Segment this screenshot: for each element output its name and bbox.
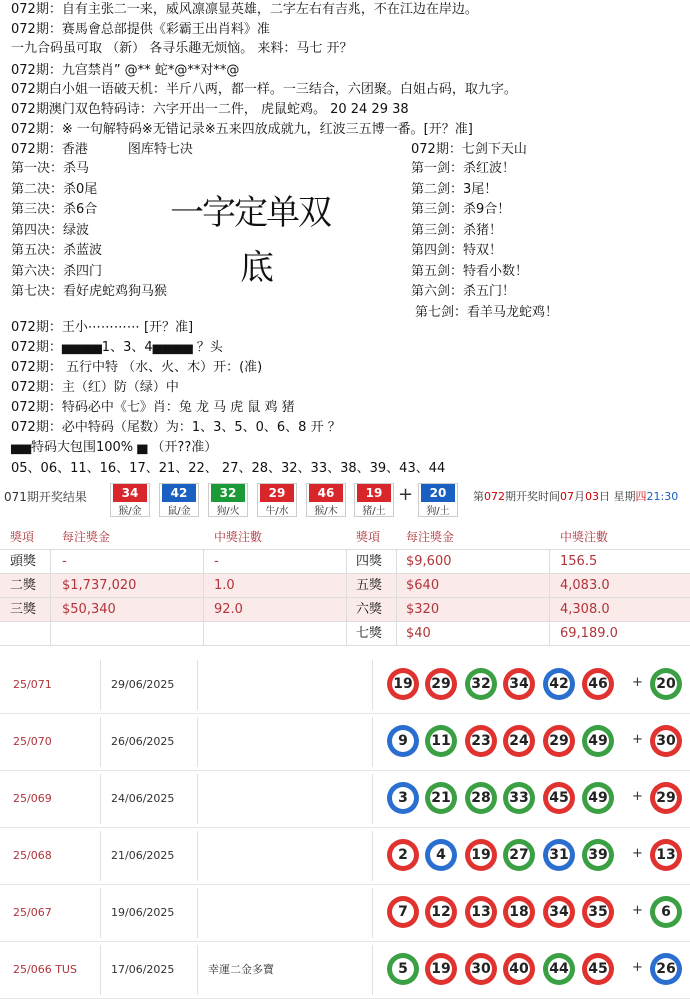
ball-number: 7 <box>392 901 414 923</box>
prize-table <box>0 526 690 650</box>
lottery-ball <box>582 896 614 928</box>
forum-line: 072期：必中特码（尾数）为：1、3、5、0、6、8 开 ？ <box>11 420 341 435</box>
ball-zodiac: 牛/水 <box>265 506 289 517</box>
prize-amount: $9,600 <box>406 554 452 569</box>
prize-amount: $320 <box>406 602 440 617</box>
column-divider <box>197 717 198 767</box>
special-lottery-ball <box>650 953 682 985</box>
ball-number: 42 <box>548 673 570 695</box>
lottery-ball <box>387 668 419 700</box>
lottery-ball <box>425 953 457 985</box>
ball-zodiac: 狗/土 <box>426 506 450 517</box>
hk-item: 第五决：杀蓝波 <box>11 243 103 258</box>
column-divider <box>372 660 373 710</box>
lottery-ball <box>465 725 497 757</box>
result-ball <box>306 483 346 517</box>
ball-number: 30 <box>470 958 492 980</box>
prize-count: 156.5 <box>560 554 598 569</box>
column-divider <box>203 550 204 573</box>
forum-line: 072期：※ 一句解特码※无错记录※五来四放成就九，红波三五博一番。[开？准] <box>11 122 473 137</box>
prize-row <box>0 550 690 574</box>
hk-item: 第六决：杀四门 <box>11 263 103 279</box>
prize-count: 69,189.0 <box>560 626 618 641</box>
ball-number: 29 <box>260 484 294 502</box>
ball-number: 3 <box>392 787 414 809</box>
ball-number: 32 <box>211 484 245 502</box>
column-divider <box>549 574 550 597</box>
ball-number: 31 <box>548 844 570 866</box>
column-divider <box>50 574 51 597</box>
ball-number: 42 <box>162 484 196 502</box>
result-ball <box>208 483 248 517</box>
result-bar <box>0 482 690 516</box>
column-divider <box>372 831 373 881</box>
prize-header-cell: 每注獎金 <box>62 530 111 544</box>
prize-header-cell: 中獎注數 <box>214 530 263 544</box>
ball-number: 45 <box>587 958 609 980</box>
prize-count: 1.0 <box>214 578 235 593</box>
ball-zodiac: 鼠/金 <box>167 506 191 517</box>
lottery-ball <box>387 896 419 928</box>
hk-item: 第七决：看好虎蛇鸡狗马猴 <box>11 284 168 299</box>
ball-number: 49 <box>587 787 609 809</box>
column-divider <box>346 574 347 597</box>
lottery-ball <box>582 782 614 814</box>
ball-number: 39 <box>587 844 609 866</box>
draw-row <box>0 827 690 885</box>
draw-date: 21/06/2025 <box>111 849 175 862</box>
ball-number: 11 <box>430 730 452 752</box>
hk-title: 072期：香港 图库特七决 <box>11 142 193 157</box>
ball-number: 19 <box>357 484 391 502</box>
ball-number: 23 <box>470 730 492 752</box>
hk-item: 第四决：绿波 <box>11 222 90 238</box>
prize-header <box>0 526 690 550</box>
column-divider <box>549 598 550 621</box>
column-divider <box>346 622 347 645</box>
sword-item: 第二剑：3尾！ <box>411 181 498 197</box>
column-divider <box>197 888 198 938</box>
forum-line: 072期白小姐一语破天机：半斤八两，都一样。一三结合，六团聚。白姐占码，取九字。 <box>11 82 517 97</box>
sword-item: 第三剑：杀9合！ <box>411 202 511 217</box>
column-divider <box>372 945 373 995</box>
draw-row <box>0 656 690 714</box>
prize-name: 五獎 <box>356 578 383 593</box>
prize-name: 七獎 <box>356 626 383 641</box>
ball-number: 35 <box>587 901 609 923</box>
lottery-ball <box>543 725 575 757</box>
ball-number: 27 <box>508 844 530 866</box>
ball-number: 28 <box>470 787 492 809</box>
lottery-ball <box>387 839 419 871</box>
forum-line: 072期：特码必中《七》肖：兔 龙 马 虎 鼠 鸡 猪 <box>11 400 295 415</box>
prize-name: 六獎 <box>356 602 383 617</box>
lottery-ball <box>465 668 497 700</box>
column-divider <box>50 622 51 645</box>
forum-line: 072期：赛馬會总部提供《彩霸王出肖料》准 <box>11 22 270 37</box>
result-label: 071期开奖结果 <box>4 490 87 504</box>
ball-number: 13 <box>655 844 677 866</box>
prize-amount: $50,340 <box>62 602 116 617</box>
draw-id[interactable]: 25/069 <box>13 792 52 805</box>
plus-sign: + <box>632 960 643 975</box>
ball-number: 32 <box>470 673 492 695</box>
lottery-ball <box>582 725 614 757</box>
lottery-ball <box>582 953 614 985</box>
ball-number: 34 <box>113 484 147 502</box>
lottery-ball <box>425 725 457 757</box>
prize-name: 二獎 <box>10 578 37 593</box>
ball-number: 18 <box>508 901 530 923</box>
lottery-ball <box>387 782 419 814</box>
ball-number: 30 <box>655 730 677 752</box>
ball-number: 29 <box>655 787 677 809</box>
column-divider <box>549 622 550 645</box>
lottery-ball <box>425 839 457 871</box>
ball-number: 46 <box>587 673 609 695</box>
prize-count: 4,308.0 <box>560 602 610 617</box>
column-divider <box>197 831 198 881</box>
lottery-ball <box>503 668 535 700</box>
draw-date: 19/06/2025 <box>111 906 175 919</box>
special-lottery-ball <box>650 782 682 814</box>
lottery-ball <box>465 839 497 871</box>
sword-item: 第一剑：杀红波！ <box>411 161 516 176</box>
plus-sign: + <box>632 789 643 804</box>
column-divider <box>197 774 198 824</box>
ball-number: 12 <box>430 901 452 923</box>
draw-id[interactable]: 25/067 <box>13 906 52 919</box>
column-divider <box>396 574 397 597</box>
column-divider <box>203 598 204 621</box>
prize-row <box>0 598 690 622</box>
hk-item: 第二决：杀0尾 <box>11 181 98 197</box>
prize-count: 4,083.0 <box>560 578 610 593</box>
lottery-ball <box>503 839 535 871</box>
lottery-ball <box>543 782 575 814</box>
special-lottery-ball <box>650 725 682 757</box>
draw-id[interactable]: 25/066 TUS <box>13 963 77 976</box>
draw-date: 24/06/2025 <box>111 792 175 805</box>
draw-date: 29/06/2025 <box>111 678 175 691</box>
forum-line: 072期澳门双色特码诗：六字开出一二件， 虎鼠蛇鸡。 20 24 29 38 <box>11 102 409 117</box>
lottery-ball <box>465 896 497 928</box>
big-title-2: 底 <box>240 248 274 288</box>
prize-amount: - <box>62 554 67 569</box>
forum-line: 一九合码虽可取 （新） 各寻乐趣无烦恼。 来料：马七 开？ <box>11 41 353 56</box>
ball-number: 24 <box>508 730 530 752</box>
ball-number: 46 <box>309 484 343 502</box>
lottery-ball <box>543 896 575 928</box>
ball-number: 45 <box>548 787 570 809</box>
column-divider <box>100 717 101 767</box>
result-plus: + <box>398 484 414 505</box>
lottery-ball <box>465 953 497 985</box>
plus-sign: + <box>632 903 643 918</box>
special-lottery-ball <box>650 839 682 871</box>
result-ball <box>110 483 150 517</box>
prize-header-cell: 中獎注數 <box>560 530 609 544</box>
column-divider <box>100 945 101 995</box>
plus-sign: + <box>632 732 643 747</box>
ball-zodiac: 猪/土 <box>362 506 386 517</box>
ball-number: 34 <box>508 673 530 695</box>
plus-sign: + <box>632 846 643 861</box>
lottery-ball <box>387 953 419 985</box>
lottery-ball <box>425 668 457 700</box>
sword-item: 第七剑：看羊马龙蛇鸡！ <box>415 304 559 320</box>
column-divider <box>203 574 204 597</box>
column-divider <box>396 622 397 645</box>
draw-row <box>0 941 690 999</box>
lottery-ball <box>425 782 457 814</box>
ball-number: 5 <box>392 958 414 980</box>
forum-line: 072期：九宫禁肖” @** 蛇*@**对**@ <box>11 63 240 78</box>
sword-item: 第三剑：杀猪！ <box>411 222 503 238</box>
column-divider <box>346 550 347 573</box>
sword-item: 第四剑：特双！ <box>411 243 503 258</box>
hk-item: 第一决：杀马 <box>11 161 90 176</box>
lottery-ball <box>503 782 535 814</box>
prize-row <box>0 574 690 598</box>
hk-item: 第三决：杀6合 <box>11 202 98 217</box>
ball-number: 21 <box>430 787 452 809</box>
forum-line: ▅▅特码大包围100% ▅ （开??准） <box>11 440 218 455</box>
forum-line: 072期：自有主张二一来，威风凛凛显英雄，二字左右有吉兆，不在江边在岸边。 <box>11 2 478 17</box>
result-ball <box>354 483 394 517</box>
prize-amount: $1,737,020 <box>62 578 137 593</box>
draw-row <box>0 770 690 828</box>
ball-number: 19 <box>430 958 452 980</box>
ball-number: 20 <box>421 484 455 502</box>
next-draw-info: 第072期开奖时间07月03日 星期四21:30 <box>473 490 679 503</box>
special-lottery-ball <box>650 896 682 928</box>
sword-title: 072期：七剑下天山 <box>411 142 527 157</box>
ball-zodiac: 狗/火 <box>216 506 240 517</box>
column-divider <box>203 622 204 645</box>
big-title: 一字定单双 <box>170 193 330 233</box>
draw-note: 幸運二金多寶 <box>208 963 274 976</box>
ball-zodiac: 猴/木 <box>314 506 338 517</box>
forum-line: 072期：▅▅▅▅1、3、4▅▅▅▅ ？头 <box>11 340 223 355</box>
lottery-ball <box>543 668 575 700</box>
special-lottery-ball <box>650 668 682 700</box>
ball-number: 4 <box>430 844 452 866</box>
column-divider <box>50 598 51 621</box>
ball-number: 13 <box>470 901 492 923</box>
prize-name: 三獎 <box>10 602 37 617</box>
prize-header-cell: 獎項 <box>10 530 35 544</box>
ball-zodiac: 猴/金 <box>118 506 142 517</box>
forum-line: 05、06、11、16、17、21、22、 27、28、32、33、38、39、43、44 <box>11 461 446 476</box>
ball-number: 29 <box>548 730 570 752</box>
result-ball <box>159 483 199 517</box>
forum-line: 072期：王小⋯⋯⋯⋯ [开？准] <box>11 320 194 335</box>
draw-row <box>0 884 690 942</box>
ball-number: 26 <box>655 958 677 980</box>
ball-number: 44 <box>548 958 570 980</box>
column-divider <box>100 660 101 710</box>
column-divider <box>372 717 373 767</box>
prize-header-cell: 每注獎金 <box>406 530 455 544</box>
ball-number: 33 <box>508 787 530 809</box>
ball-number: 34 <box>548 901 570 923</box>
draw-row <box>0 713 690 771</box>
ball-number: 2 <box>392 844 414 866</box>
column-divider <box>100 774 101 824</box>
ball-number: 9 <box>392 730 414 752</box>
column-divider <box>372 774 373 824</box>
column-divider <box>50 550 51 573</box>
draw-date: 26/06/2025 <box>111 735 175 748</box>
ball-number: 19 <box>392 673 414 695</box>
lottery-ball <box>543 839 575 871</box>
prize-row <box>0 622 690 646</box>
lottery-ball <box>387 725 419 757</box>
forum-line: 072期：主（红）防（绿）中 <box>11 380 179 395</box>
column-divider <box>346 598 347 621</box>
column-divider <box>100 831 101 881</box>
column-divider <box>396 550 397 573</box>
draw-id[interactable]: 25/071 <box>13 678 52 691</box>
lottery-ball <box>582 668 614 700</box>
result-ball <box>257 483 297 517</box>
ball-number: 40 <box>508 958 530 980</box>
forum-section <box>0 0 690 482</box>
column-divider <box>549 550 550 573</box>
ball-number: 19 <box>470 844 492 866</box>
prize-count: - <box>214 554 219 569</box>
draw-id[interactable]: 25/070 <box>13 735 52 748</box>
special-ball <box>418 483 458 517</box>
column-divider <box>100 888 101 938</box>
prize-amount: $40 <box>406 626 431 641</box>
draw-id[interactable]: 25/068 <box>13 849 52 862</box>
lottery-ball <box>503 896 535 928</box>
lottery-ball <box>582 839 614 871</box>
ball-number: 6 <box>655 901 677 923</box>
prize-count: 92.0 <box>214 602 243 617</box>
lottery-ball <box>503 725 535 757</box>
sword-item: 第五剑：特看小数！ <box>411 263 529 279</box>
prize-amount: $640 <box>406 578 440 593</box>
lottery-ball <box>425 896 457 928</box>
column-divider <box>396 598 397 621</box>
ball-number: 29 <box>430 673 452 695</box>
prize-name: 四獎 <box>356 554 383 569</box>
prize-header-cell: 獎項 <box>356 530 381 544</box>
column-divider <box>372 888 373 938</box>
ball-number: 20 <box>655 673 677 695</box>
lottery-ball <box>465 782 497 814</box>
prize-name: 頭獎 <box>10 554 37 569</box>
lottery-ball <box>503 953 535 985</box>
ball-number: 49 <box>587 730 609 752</box>
lottery-ball <box>543 953 575 985</box>
draw-date: 17/06/2025 <box>111 963 175 976</box>
sword-item: 第六剑：杀五门！ <box>411 284 516 299</box>
column-divider <box>197 660 198 710</box>
plus-sign: + <box>632 675 643 690</box>
column-divider <box>197 945 198 995</box>
forum-line: 072期： 五行中特 （水、火、木）开：(准) <box>11 360 263 375</box>
